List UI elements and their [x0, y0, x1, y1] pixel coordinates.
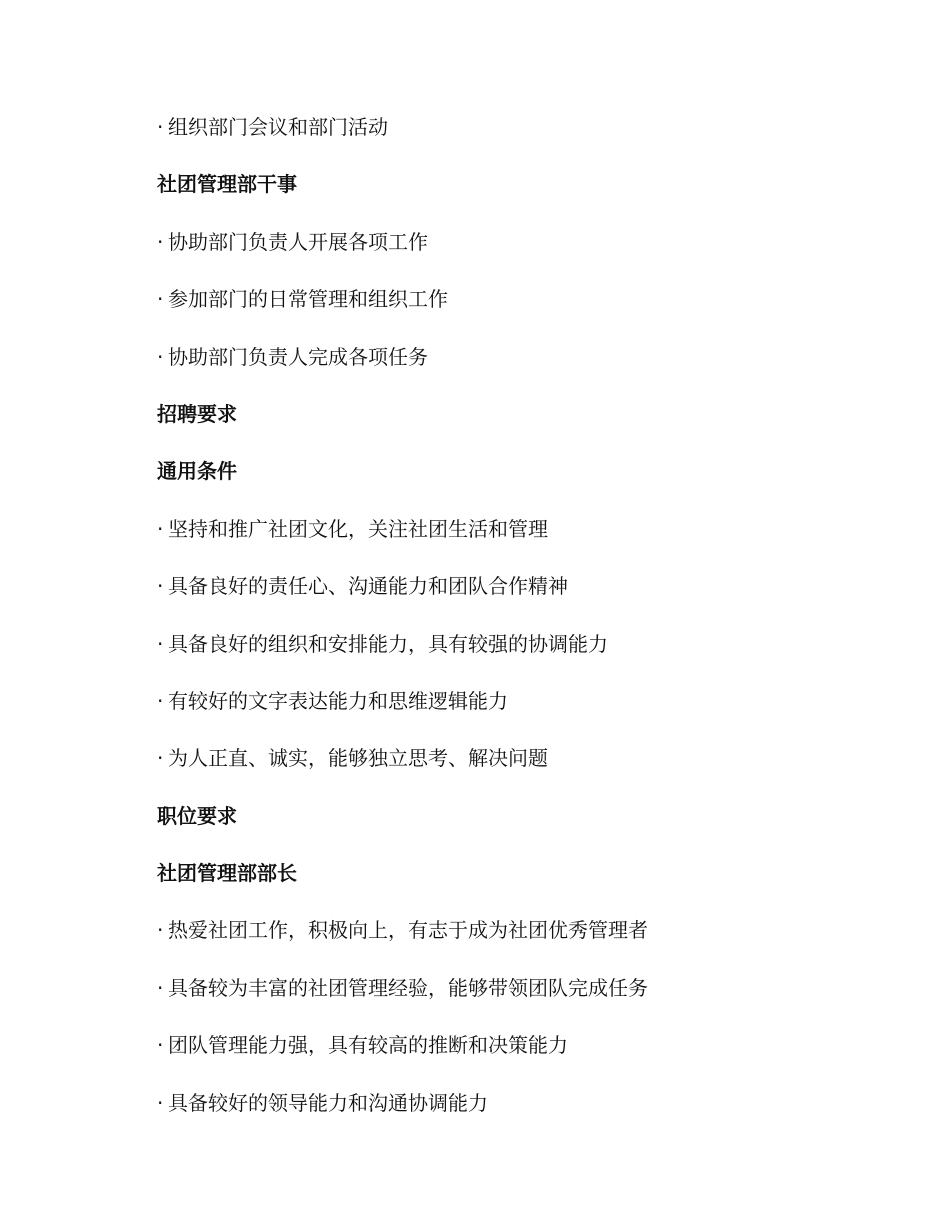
bullet-item: [157, 621, 857, 678]
bullet-text: 具备良好的组织和安排能力，具有较强的协调能力: [168, 631, 608, 656]
bullet-item: [157, 1022, 857, 1079]
section-heading: 招聘要求: [157, 401, 237, 426]
bullet-item: [157, 219, 857, 276]
bullet-dot-icon: ·: [157, 1090, 164, 1115]
section-heading: 社团管理部部长: [157, 861, 297, 886]
section-heading: 通用条件: [157, 459, 237, 484]
bullet-item: [157, 965, 857, 1022]
bullet-dot-icon: ·: [157, 918, 164, 943]
bullet-item: [157, 1080, 857, 1137]
section-heading: 职位要求: [157, 803, 237, 828]
bullet-dot-icon: ·: [157, 1033, 164, 1058]
bullet-item: [157, 334, 857, 391]
bullet-dot-icon: ·: [157, 975, 164, 1000]
bullet-item: [157, 907, 857, 964]
bullet-dot-icon: ·: [157, 287, 164, 312]
bullet-dot-icon: ·: [157, 574, 164, 599]
bullet-item: [157, 276, 857, 333]
bullet-item: [157, 104, 857, 161]
bullet-text: 协助部门负责人完成各项任务: [168, 344, 428, 369]
section-heading: 社团管理部干事: [157, 172, 297, 197]
bullet-dot-icon: ·: [157, 344, 164, 369]
bullet-item: [157, 563, 857, 620]
bullet-text: 为人正直、诚实，能够独立思考、解决问题: [168, 746, 548, 771]
bullet-text: 组织部门会议和部门活动: [168, 115, 388, 139]
bullet-text: 团队管理能力强，具有较高的推断和决策能力: [168, 1033, 568, 1058]
bullet-text: 有较好的文字表达能力和思维逻辑能力: [168, 688, 508, 713]
bullet-text: 具备良好的责任心、沟通能力和团队合作精神: [168, 574, 568, 599]
bullet-dot-icon: ·: [157, 688, 164, 713]
bullet-item: [157, 678, 857, 735]
bullet-text: 协助部门负责人开展各项工作: [168, 229, 428, 254]
bullet-dot-icon: ·: [157, 746, 164, 771]
document-page: [157, 104, 857, 1137]
bullet-item: [157, 506, 857, 563]
bullet-text: 具备较好的领导能力和沟通协调能力: [168, 1090, 488, 1115]
bullet-text: 热爱社团工作，积极向上，有志于成为社团优秀管理者: [168, 918, 648, 943]
bullet-dot-icon: ·: [157, 631, 164, 656]
bullet-text: 具备较为丰富的社团管理经验，能够带领团队完成任务: [168, 975, 648, 1000]
bullet-dot-icon: ·: [157, 516, 164, 541]
bullet-dot-icon: ·: [157, 229, 164, 254]
bullet-dot-icon: ·: [157, 115, 164, 139]
bullet-text: 坚持和推广社团文化，关注社团生活和管理: [168, 516, 548, 541]
bullet-text: 参加部门的日常管理和组织工作: [168, 287, 448, 312]
bullet-item: [157, 735, 857, 792]
